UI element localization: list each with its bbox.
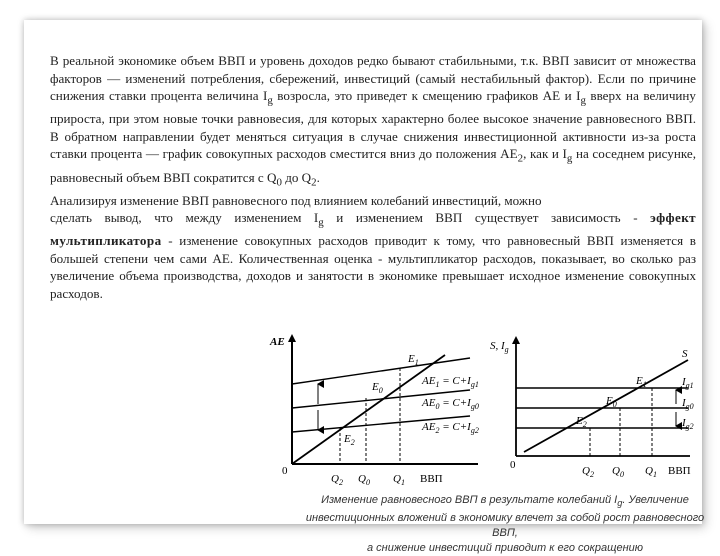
point-e2-label: $E_2$: [344, 433, 355, 447]
left-origin-label: 0: [282, 465, 288, 477]
right-y-axis-label: S, $I_g$: [490, 340, 509, 354]
left-y-axis-label: AE: [270, 336, 285, 348]
paragraph-2-line-1: Анализируя изменение ВВП равновесного под влиянием колебаний инвестиций, можно: [50, 192, 542, 208]
ig1-label: $I_{g1}$: [682, 376, 694, 390]
ig0-label: $I_{g0}$: [682, 397, 694, 411]
ig2-label: $I_{g2}$: [682, 417, 694, 431]
left-q1-tick: $Q_1$: [393, 473, 405, 487]
caption-line-1: Изменение равновесного ВВП в результате колебаний $I_g$. Увеличение: [321, 494, 689, 509]
left-q0-tick: $Q_0$: [358, 473, 370, 487]
ae1-label: $AE_1 = C+I_{g1}$: [422, 375, 479, 389]
paragraph-2: сделать вывод, что между изменением $I_g$ и изменением ВВП существует зависимость - эффект мультипликатора - изменение совокупных расходов приводит к тому, что равновесный ВВП изменяется в большей степени чем сами AE. Количественная оценка - мультипликатор расходов, показывает, во сколько раз увеличение объема производства, доходов и занятости в экономике превышает исходное изменение совокупных расходов.: [50, 210, 696, 301]
s-label: S: [682, 348, 688, 360]
caption-line-2: инвестиционных вложений в экономику влечет за собой рост равновесного ВВП,: [305, 512, 705, 540]
right-origin-label: 0: [510, 459, 516, 471]
ae0-label: $AE_0 = C+I_{g0}$: [422, 397, 479, 411]
left-q2-tick: $Q_2$: [331, 473, 343, 487]
figure-caption: [305, 493, 705, 556]
multiplier-effect-term: эффект мультипликатора: [50, 210, 696, 249]
right-x-axis-label: ВВП: [668, 465, 691, 477]
right-q2-tick: $Q_2$: [582, 465, 594, 479]
right-q0-tick: $Q_0$: [612, 465, 624, 479]
right-graph: [516, 340, 690, 456]
left-x-axis-label: ВВП: [420, 473, 443, 485]
r-point-e0-label: $E_0$: [606, 395, 617, 409]
r-point-e1-label: $E_1$: [636, 375, 647, 389]
caption-line-3: а снижение инвестиций приводит к его сокращению: [366, 542, 644, 555]
r-point-e2-label: $E_2$: [576, 415, 587, 429]
paragraph-1: В реальной экономике объем ВВП и уровень доходов редко бывают стабильными, т.к. ВВП зависит от множества факторов — изменений потребления, сбережений, инвестиций (самый нестабильный фактор). Если по причине снижения ставки процента величина $I_g$ возросла, это приведет к смещению графиков AE и $I_g$ вверх на величину прироста, при этом новые точки равновесия, для которых характерно более высокое значение равновесного ВВП. В обратном направлении будет меняться ситуация в случае снижения инвестиционной активности из-за роста ставки процента — график совокупных расходов сместится вниз до положения $AE_2$, как и $I_g$ на соседнем рисунке, равновесный объем ВВП сократится с $Q_0$ до $Q_2$.: [50, 53, 696, 189]
ae2-label: $AE_2 = C+I_{g2}$: [422, 421, 479, 435]
left-45-degree-line: [292, 355, 445, 464]
right-graph-labels: [490, 340, 694, 479]
point-e0-label: $E_0$: [372, 381, 383, 395]
right-q1-tick: $Q_1$: [645, 465, 657, 479]
point-e1-label: $E_1$: [408, 353, 419, 367]
